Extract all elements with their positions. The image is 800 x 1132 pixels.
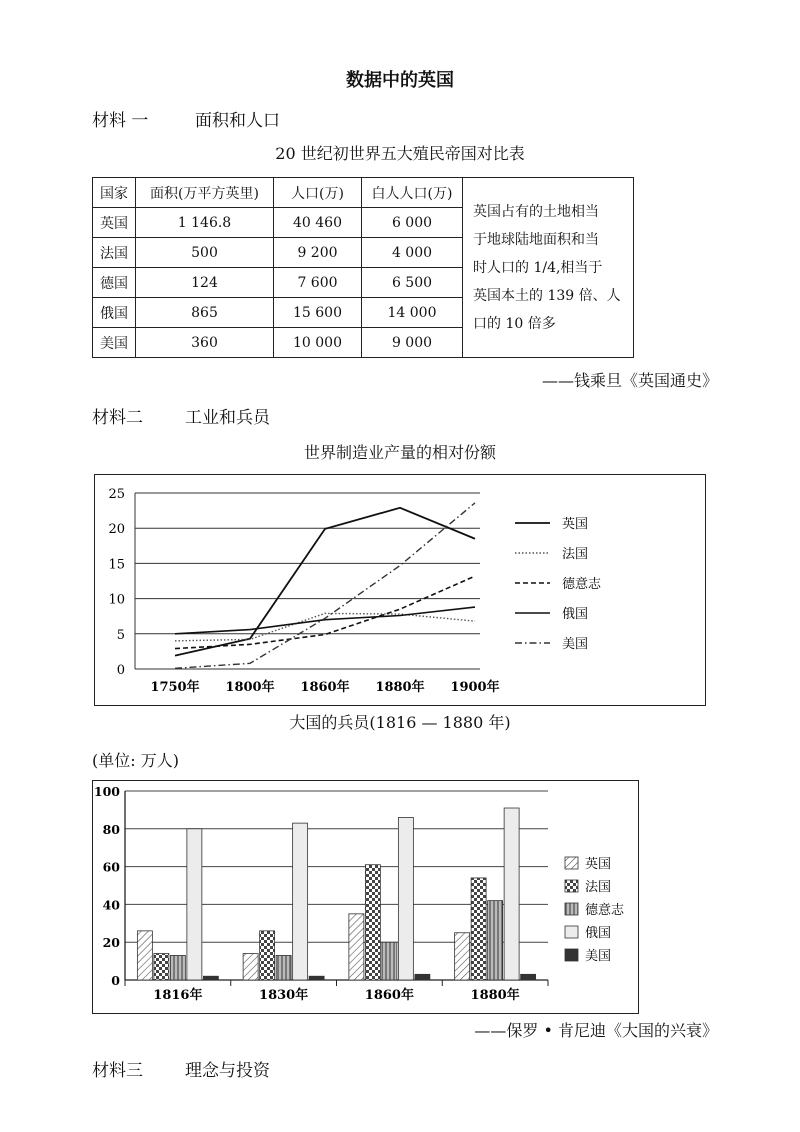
x-tick-label: 1830年 xyxy=(259,988,309,1003)
x-tick-label: 1900年 xyxy=(450,680,500,695)
bar-chart-frame xyxy=(92,780,639,1014)
x-tick-label: 1860年 xyxy=(364,988,414,1003)
note-line: 时人口的 1/4,相当于 xyxy=(473,259,603,276)
legend-label: 法国 xyxy=(585,880,612,895)
header-cell: 白人人口(万) xyxy=(362,178,463,208)
header-cell: 人口(万) xyxy=(274,178,362,208)
table-cell: 15 600 xyxy=(274,298,362,328)
legend-label: 德意志 xyxy=(585,903,625,918)
table-cell: 865 xyxy=(136,298,274,328)
table-cell: 英国 xyxy=(93,208,136,238)
table-cell: 500 xyxy=(136,238,274,268)
header-cell: 国家 xyxy=(93,178,136,208)
table-note xyxy=(463,178,634,358)
note-line: 口的 10 倍多 xyxy=(473,315,556,332)
table-cell: 10 000 xyxy=(274,328,362,358)
table-cell: 6 500 xyxy=(362,268,463,298)
bar-chart-title: 大国的兵员(1816 — 1880 年) xyxy=(289,713,511,732)
unit-label: (单位: 万人) xyxy=(92,751,179,770)
table-cell: 6 000 xyxy=(362,208,463,238)
material1-label: 材料 一 xyxy=(92,111,149,131)
table-cell: 14 000 xyxy=(362,298,463,328)
y-tick-label: 80 xyxy=(102,821,120,837)
y-tick-label: 10 xyxy=(108,592,125,608)
bar xyxy=(521,974,536,980)
bar xyxy=(365,865,380,980)
bar xyxy=(471,878,486,980)
bar xyxy=(137,931,152,980)
table-cell: 1 146.8 xyxy=(136,208,274,238)
material2-label: 材料二 xyxy=(92,408,143,428)
table-cell: 9 000 xyxy=(362,328,463,358)
legend-label: 俄国 xyxy=(562,607,589,622)
y-tick-label: 25 xyxy=(108,487,125,502)
table-cell: 4 000 xyxy=(362,238,463,268)
bar xyxy=(187,829,202,980)
table-cell: 美国 xyxy=(93,328,136,358)
line-chart-frame xyxy=(94,474,706,706)
header-cell: 面积(万平方英里) xyxy=(136,178,274,208)
x-tick-label: 1860年 xyxy=(300,680,350,695)
bar xyxy=(293,823,308,980)
legend-label: 俄国 xyxy=(585,926,612,941)
note-line: 英国本土的 139 倍、人 xyxy=(473,287,621,304)
y-tick-label: 60 xyxy=(102,859,120,875)
table-caption: 20 世纪初世界五大殖民帝国对比表 xyxy=(275,144,525,163)
table-header-row xyxy=(93,178,634,208)
bar xyxy=(154,954,169,980)
bar xyxy=(382,942,397,980)
bar xyxy=(488,901,503,980)
table-cell: 9 200 xyxy=(274,238,362,268)
legend-swatch xyxy=(565,949,578,961)
bar xyxy=(276,955,291,980)
table-cell: 德国 xyxy=(93,268,136,298)
x-tick-label: 1880年 xyxy=(375,680,425,695)
material3-label: 材料三 xyxy=(92,1061,143,1081)
bar xyxy=(455,933,470,980)
legend-swatch xyxy=(565,926,578,938)
empire-table xyxy=(92,177,634,358)
material1-topic: 面积和人口 xyxy=(195,111,280,131)
x-tick-label: 1880年 xyxy=(470,988,520,1003)
bar xyxy=(349,914,364,980)
bar-chart xyxy=(93,781,638,1013)
table-cell: 40 460 xyxy=(274,208,362,238)
bar xyxy=(243,954,258,980)
line-chart xyxy=(95,475,705,705)
y-tick-label: 0 xyxy=(116,663,125,678)
material3-topic: 理念与投资 xyxy=(185,1061,270,1081)
table-cell: 7 600 xyxy=(274,268,362,298)
bar xyxy=(415,974,430,980)
x-tick-label: 1800年 xyxy=(225,680,275,695)
note-line: 英国占有的土地相当 xyxy=(473,203,599,220)
legend-label: 英国 xyxy=(562,517,589,532)
legend-swatch xyxy=(565,857,578,869)
y-tick-label: 40 xyxy=(102,897,120,913)
legend-swatch xyxy=(565,903,578,915)
bar xyxy=(203,976,218,980)
legend-label: 美国 xyxy=(562,637,589,652)
series-line xyxy=(175,607,475,634)
legend-label: 英国 xyxy=(585,857,612,872)
y-tick-label: 15 xyxy=(108,557,125,573)
y-tick-label: 20 xyxy=(108,522,125,538)
table-cell: 法国 xyxy=(93,238,136,268)
material2-topic: 工业和兵员 xyxy=(185,408,270,428)
table-cell: 124 xyxy=(136,268,274,298)
note-line: 于地球陆地面积和当 xyxy=(473,231,599,248)
bar xyxy=(170,955,185,980)
x-tick-label: 1750年 xyxy=(150,680,200,695)
y-tick-label: 100 xyxy=(93,784,120,799)
source-citation-2: ——保罗 • 肯尼迪《大国的兴衰》 xyxy=(474,1021,718,1040)
bar xyxy=(309,976,324,980)
series-line xyxy=(175,503,475,668)
bar xyxy=(260,931,275,980)
y-tick-label: 5 xyxy=(116,627,125,643)
table-cell: 俄国 xyxy=(93,298,136,328)
bar xyxy=(504,808,519,980)
table-cell: 360 xyxy=(136,328,274,358)
y-tick-label: 20 xyxy=(102,935,120,951)
line-chart-title: 世界制造业产量的相对份额 xyxy=(303,443,496,462)
page-title: 数据中的英国 xyxy=(346,70,454,91)
x-tick-label: 1816年 xyxy=(153,988,203,1003)
y-tick-label: 0 xyxy=(111,973,120,988)
legend-label: 德意志 xyxy=(562,577,602,592)
legend-label: 美国 xyxy=(585,949,612,964)
source-citation-1: ——钱乘旦《英国通史》 xyxy=(541,371,718,390)
bar xyxy=(398,817,413,980)
legend-swatch xyxy=(565,880,578,892)
legend-label: 法国 xyxy=(562,547,589,562)
